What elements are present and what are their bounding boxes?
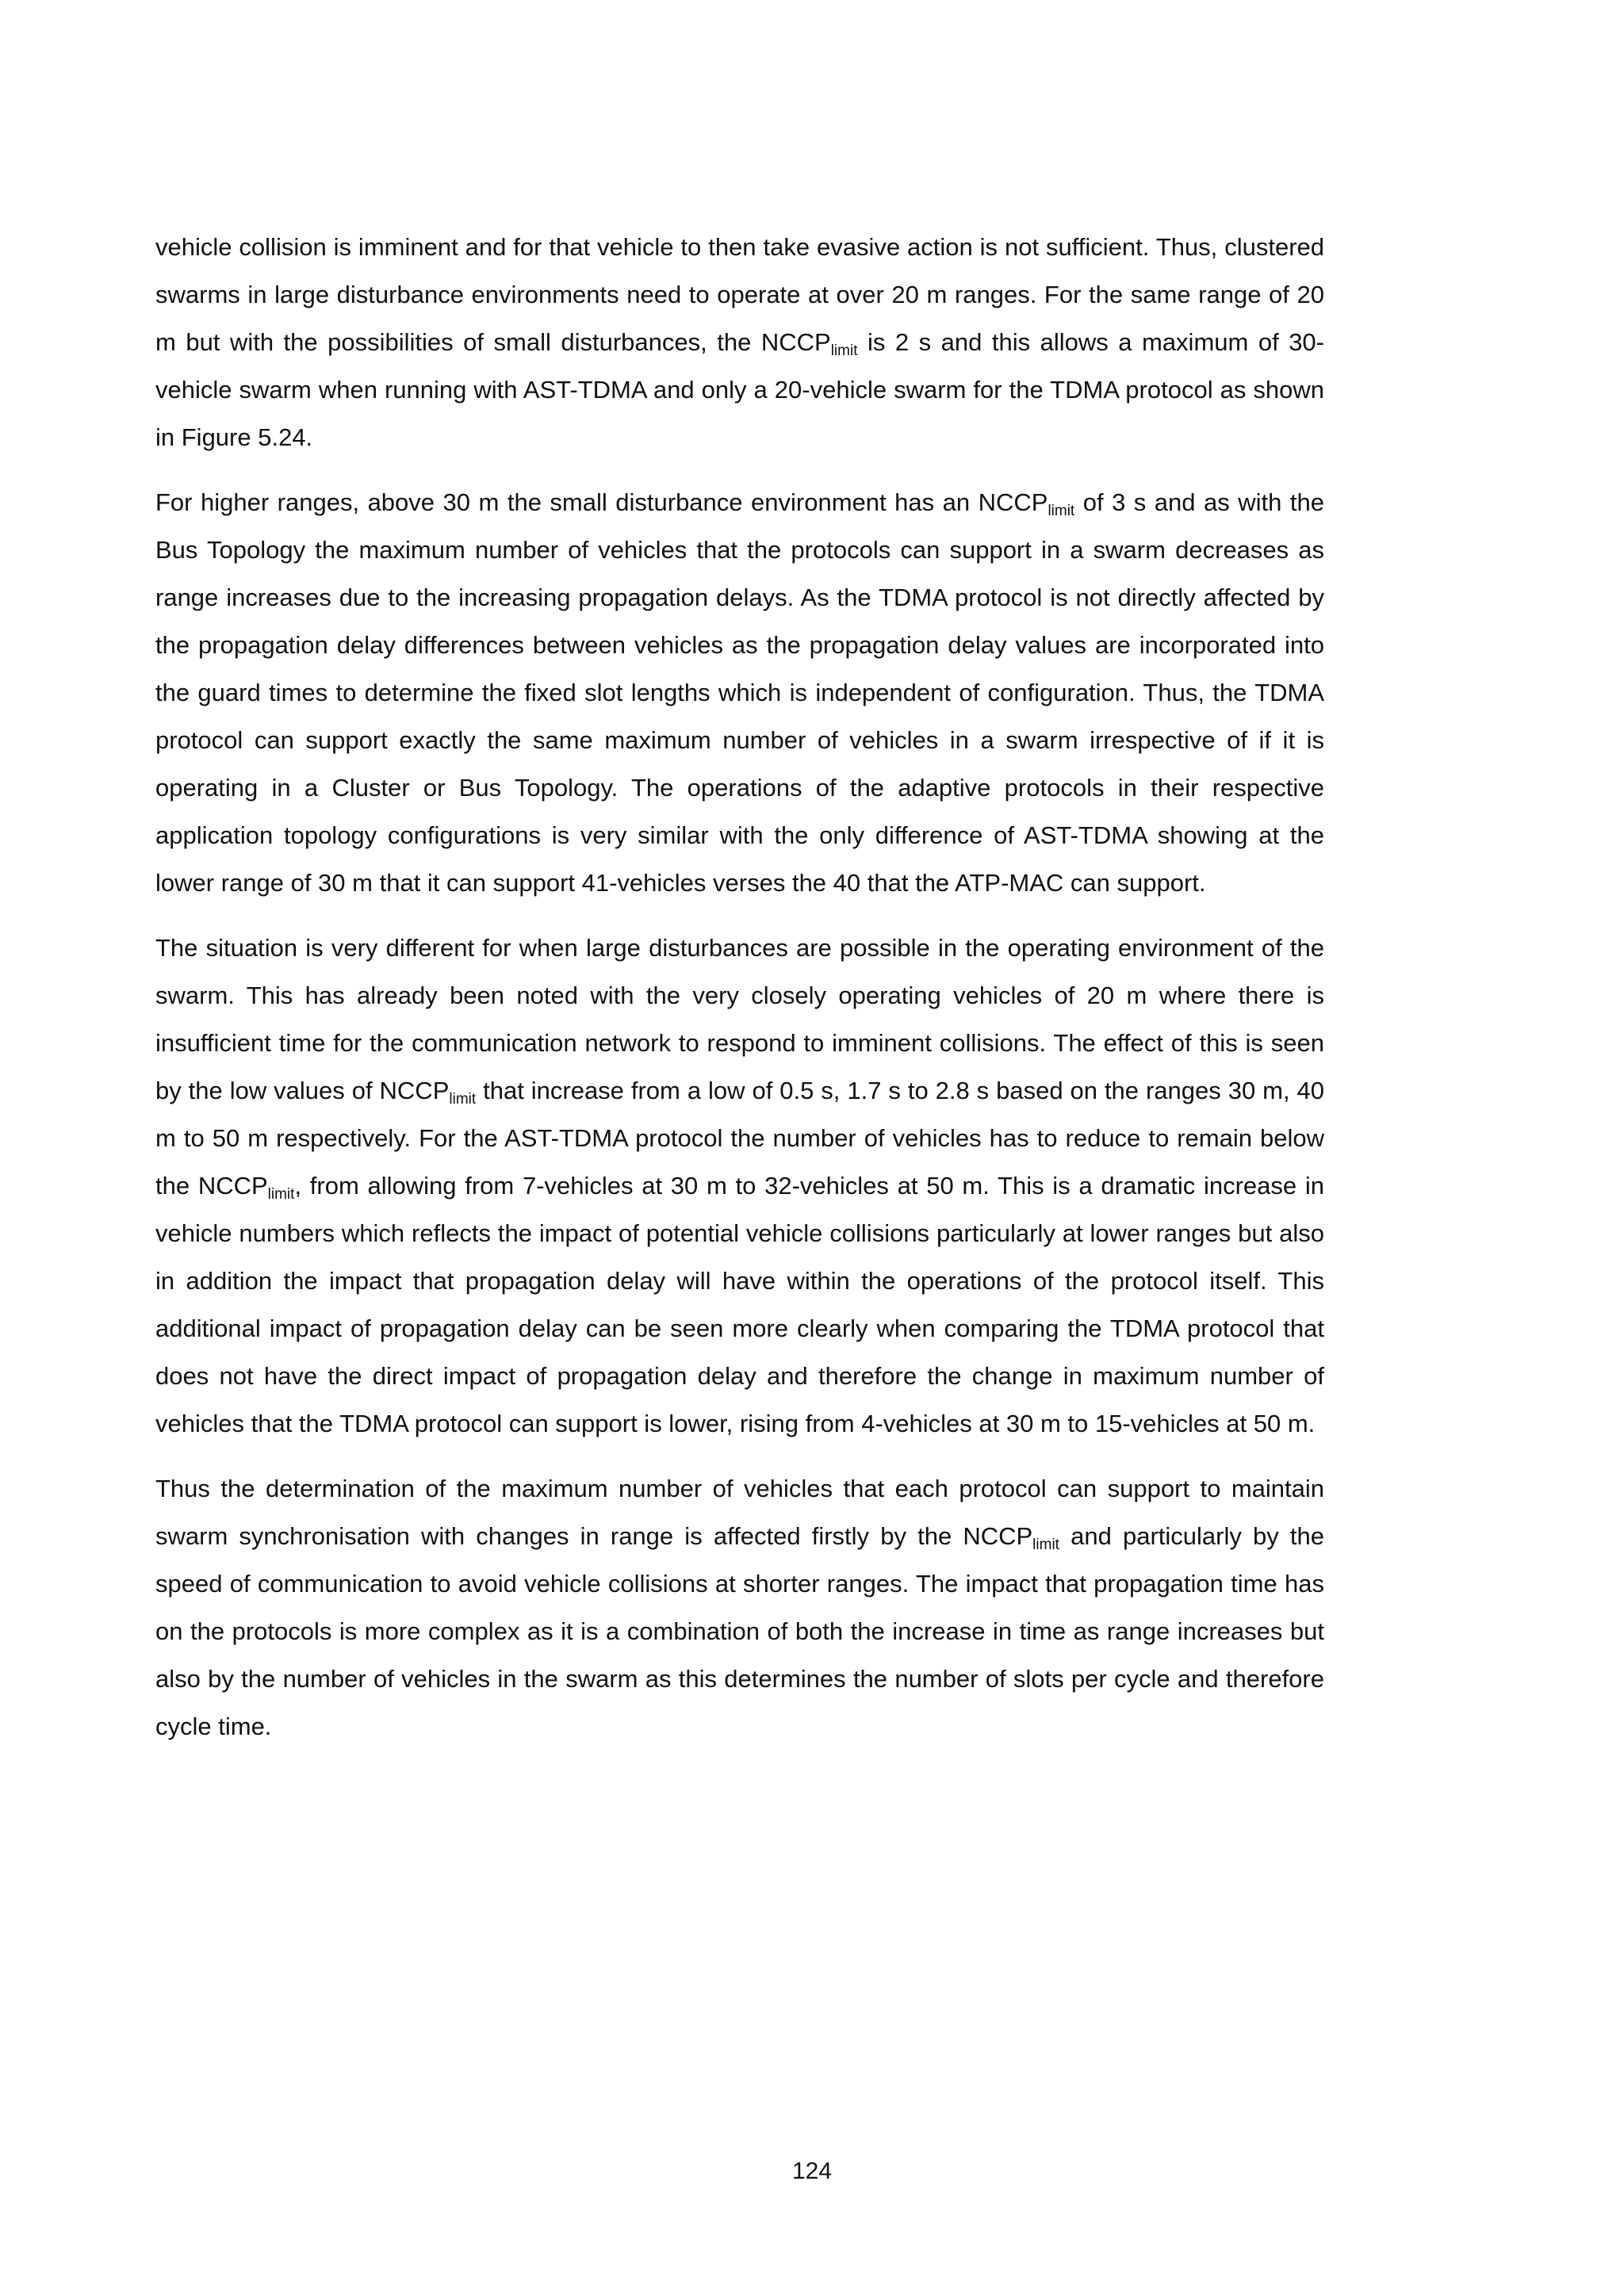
paragraph-text: The situation is very different for when large disturbances are possible in the operating environment of the swarm. This has already been noted with the very closely operating vehicles of 20 m where there is insufficient time for the communication network to respond to imminent collisions. The effect of this is seen by the low values of NCCP [155, 934, 1324, 1104]
paragraph-text: Thus the determination of the maximum number of vehicles that each protocol can support to maintain swarm synchronisation with changes in range is affected firstly by the NCCP [155, 1475, 1324, 1550]
page-number: 124 [791, 2158, 833, 2184]
subscript-limit: limit [1048, 503, 1075, 519]
paragraph-2 [155, 479, 1324, 907]
paragraph-text: , from allowing from 7-vehicles at 30 m to 32-vehicles at 50 m. This is a dramatic increase in vehicle numbers which reflects the impact of potential vehicle collisions particularly at lower ranges but also in addition the impact that propagation delay will have within the operations of the protocol itself. This additional impact of propagation delay can be seen more clearly when comparing the TDMA protocol that does not have the direct impact of propagation delay and therefore the change in maximum number of vehicles that the TDMA protocol can support is lower, rising from 4-vehicles at 30 m to 15-vehicles at 50 m. [155, 1172, 1324, 1437]
paragraph-text: of 3 s and as with the Bus Topology the maximum number of vehicles that the protocols can support in a swarm decreases as range increases due to the increasing propagation delays. As the TDMA protocol is not directly affected by the propagation delay differences between vehicles as the propagation delay values are incorporated into the guard times to determine the fixed slot lengths which is independent of configuration. Thus, the TDMA protocol can support exactly the same maximum number of vehicles in a swarm irrespective of if it is operating in a Cluster or Bus Topology. The operations of the adaptive protocols in their respective application topology configurations is very similar with the only difference of AST-TDMA showing at the lower range of 30 m that it can support 41-vehicles verses the 40 that the ATP-MAC can support. [155, 488, 1324, 897]
subscript-limit: limit [830, 342, 858, 359]
paragraph-3 [155, 924, 1324, 1448]
paragraph-text: is 2 s and this allows a maximum of 30-vehicle swarm when running with AST-TDMA and only a 20-vehicle swarm for the TDMA protocol as shown in Figure 5.24. [155, 328, 1324, 451]
paragraph-text: vehicle collision is imminent and for that vehicle to then take evasive action is not sufficient. Thus, clustered swarms in large disturbance environments need to operate at over 20 m ranges. For the same range of 20 m but with the possibilities of small disturbances, the NCCP [155, 233, 1324, 356]
subscript-limit: limit [1032, 1536, 1059, 1553]
paragraph-4 [155, 1465, 1324, 1751]
paragraph-text: and particularly by the speed of communication to avoid vehicle collisions at shorter ranges. The impact that propagation time has on the protocols is more complex as it is a combination of both the increase in time as range increases but also by the number of vehicles in the swarm as this determines the number of slots per cycle and therefore cycle time. [155, 1522, 1324, 1740]
subscript-limit: limit [267, 1186, 295, 1203]
paragraph-1 [155, 224, 1324, 461]
paragraph-text: that increase from a low of 0.5 s, 1.7 s to 2.8 s based on the ranges 30 m, 40 m to 50 m respectively. For the AST-TDMA protocol the number of vehicles has to reduce to remain below the NCCP [155, 1077, 1324, 1200]
paragraph-text: For higher ranges, above 30 m the small disturbance environment has an NCCP [155, 488, 1048, 516]
page-body [155, 224, 1324, 1768]
subscript-limit: limit [449, 1091, 477, 1108]
